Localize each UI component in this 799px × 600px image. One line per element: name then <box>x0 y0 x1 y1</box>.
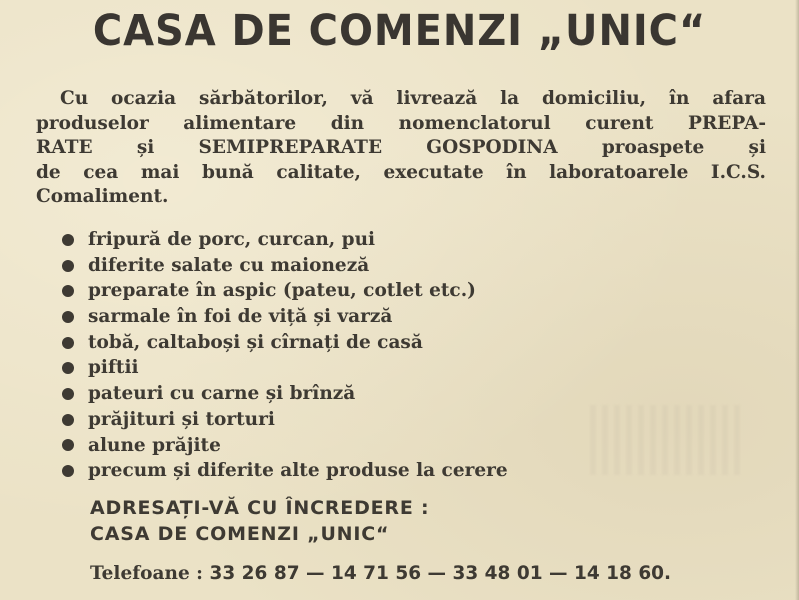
list-item <box>62 227 508 253</box>
ad-title: CASA DE COMENZI „UNIC“ <box>92 6 707 56</box>
intro-line: produselor alimentare din nomenclatorul curent PREPA- <box>36 112 766 134</box>
product-label: fripură de porc, curcan, pui <box>88 229 376 250</box>
bullet-icon <box>62 465 74 477</box>
list-item <box>62 458 508 484</box>
bullet-icon <box>62 388 74 400</box>
intro-paragraph <box>36 87 766 210</box>
bullet-icon <box>62 362 74 374</box>
contact-company: CASA DE COMENZI „UNIC“ <box>90 523 390 545</box>
bullet-icon <box>62 311 74 323</box>
intro-line: Cu ocazia sărbătorilor, vă livrează la domiciliu, în afara <box>60 88 766 109</box>
bullet-icon <box>62 285 74 297</box>
product-list <box>62 227 508 484</box>
list-item <box>62 381 508 407</box>
product-label: sarmale în foi de viță și varză <box>88 306 393 328</box>
product-label: prăjituri și torturi <box>88 408 275 430</box>
product-label: alune prăjite <box>88 434 221 456</box>
contact-block <box>90 495 429 547</box>
paper-stain <box>590 405 740 475</box>
product-label: diferite salate cu maioneză <box>88 254 370 276</box>
product-label: precum și diferite alte produse la cerere <box>88 460 508 482</box>
page-edge-shadow <box>795 0 799 600</box>
phones-value: 33 26 87 — 14 71 56 — 33 48 01 — 14 18 60. <box>209 563 672 584</box>
list-item <box>62 304 508 330</box>
phone-numbers <box>90 563 671 584</box>
list-item <box>62 407 508 433</box>
list-item <box>62 433 508 459</box>
list-item <box>62 355 508 381</box>
list-item <box>62 278 508 304</box>
product-label: pateuri cu carne și brînză <box>88 383 356 405</box>
contact-slogan: ADRESAȚI-VĂ CU ÎNCREDERE : <box>90 497 430 519</box>
product-label: preparate în aspic (pateu, cotlet etc.) <box>88 280 476 302</box>
product-label: piftii <box>88 357 139 379</box>
bullet-icon <box>62 439 74 451</box>
list-item <box>62 253 508 279</box>
phones-label: Telefoane : <box>90 563 203 584</box>
bullet-icon <box>62 260 74 272</box>
intro-line: RATE și SEMIPREPARATE GOSPODINA proaspete și <box>36 137 766 158</box>
intro-line: Comaliment. <box>36 186 169 207</box>
bullet-icon <box>62 414 74 426</box>
list-item <box>62 330 508 356</box>
bullet-icon <box>62 337 74 349</box>
product-label: tobă, caltaboși și cîrnați de casă <box>88 331 423 353</box>
intro-line: de cea mai bună calitate, executate în laboratoarele I.C.S. <box>36 161 766 183</box>
bullet-icon <box>62 234 74 246</box>
